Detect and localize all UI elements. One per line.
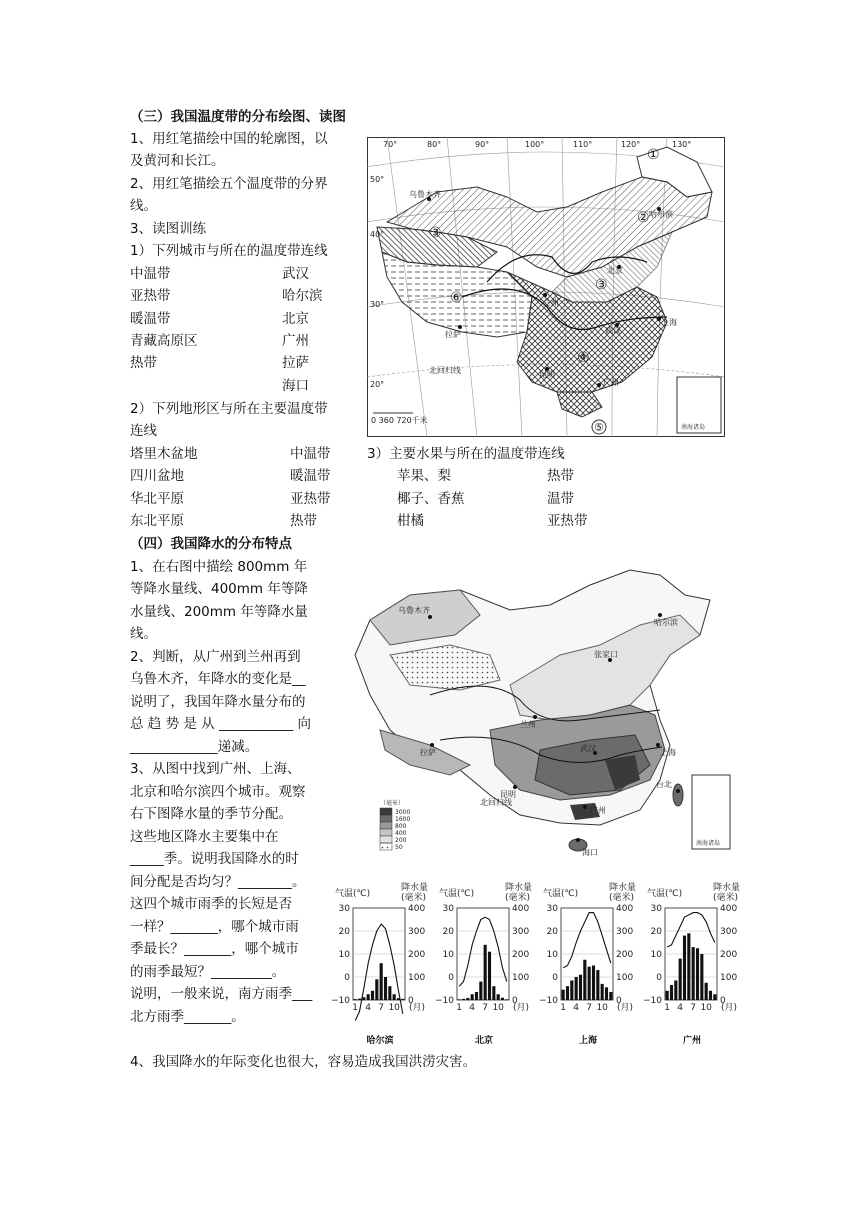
landform-item: 塔里木盆地 [130,446,198,462]
precip-bar [492,986,495,1000]
precip-bar [479,982,482,1000]
sec4-line: 的雨季最短？_________。 [130,964,286,980]
landform-item: 东北平原 [130,513,184,529]
map2-label: 兰州 [520,720,536,729]
month-tick-label: 4 [469,1003,476,1013]
precip-bar [375,979,378,1000]
map1-label: 拉萨 [445,330,461,339]
legend-title: （毫米） [380,800,405,807]
temp-tick-label: −10 [643,996,662,1006]
map2-label: 海口 [582,848,598,857]
precip-bar [683,936,686,1000]
precip-tick-label: 200 [408,950,426,960]
precip-tick-label: 0 [616,996,622,1006]
sec4-line: 间分配是否均匀？________。 [130,874,306,890]
map2-label: 武汉 [580,744,596,753]
task1-line-b: 及黄河和长江。 [130,153,225,169]
month-tick-label: 7 [378,1003,385,1013]
fruit-belt-item: 温带 [547,491,574,507]
precip-bar [466,998,469,1000]
precip-legend [380,799,410,851]
precip-tick-label: 400 [408,904,426,914]
precip-bar [601,984,604,1000]
belt-item: 亚热带 [130,288,171,304]
zone-number: ② [637,210,650,226]
task2-line-a: 2、用红笔描绘五个温度带的分界 [130,176,328,192]
map1-label: 兰州 [543,298,559,307]
temp-axis-label: 气温(℃) [439,889,475,899]
climate-chart-svg [333,880,745,1030]
zone-number: ④ [577,350,590,366]
precip-tick-label: 400 [720,904,738,914]
precip-bar [583,960,586,1000]
climate-caption: 广州 [682,1036,701,1046]
map2-label: 上海 [660,748,676,757]
precip-axis-label: 降水量 [505,883,533,893]
sec4-line: _____季。说明我国降水的时 [130,851,299,867]
landform-belt-item: 热带 [290,513,317,529]
zone-number: ⑤ [594,421,604,434]
task1-line-a: 1、用红笔描绘中国的轮廓图，以 [130,131,328,147]
precip-bar [475,992,478,1000]
month-unit-label: (月) [617,1003,634,1013]
fruit-belt-item: 亚热带 [547,513,588,529]
city-item: 哈尔滨 [282,288,323,304]
precip-bar [384,977,387,1000]
temp-axis-label: 气温(℃) [543,889,579,899]
lon-label: 70° [383,140,398,149]
sec4-line: 季最长？_______，哪个城市 [130,941,299,957]
temp-axis-label: 气温(℃) [335,889,371,899]
precip-bar [371,991,374,1000]
temp-tick-label: 30 [338,904,350,914]
sec4-line: _____________递减。 [130,739,259,755]
climate-caption: 上海 [578,1036,597,1046]
precip-bar [380,963,383,1000]
precip-bar [666,991,669,1000]
section3-heading: （三）我国温度带的分布绘图、读图 [130,109,346,125]
lat-label: 30° [370,300,385,309]
climate-charts [333,880,745,1030]
sec4-line: 3、从图中找到广州、上海、 [130,761,301,777]
precip-bar [700,954,703,1000]
precip-bar [484,945,487,1000]
precip-bar [471,994,474,1000]
precip-axis-label: 降水量 [609,883,637,893]
map2-label: 哈尔滨 [654,618,678,627]
precipitation-map [340,555,730,865]
month-unit-label: (月) [513,1003,530,1013]
precip-bar [362,997,365,1000]
scale-label: 0 360 720千米 [371,416,428,425]
fruit-item: 柑橘 [397,513,424,529]
temp-tick-label: 0 [448,973,454,983]
zone-number: ① [647,147,660,163]
landform-item: 华北平原 [130,491,184,507]
fruit-item: 苹果、梨 [397,468,451,484]
month-unit-label: (月) [409,1003,426,1013]
precip-bar [488,952,491,1000]
task3-title: 3、读图训练 [130,221,207,237]
belt-item: 中温带 [130,266,171,282]
landform-belt-item: 亚热带 [290,491,331,507]
lat-label: 20° [370,380,385,389]
temp-tick-label: 0 [552,973,558,983]
sec4-line: 北方雨季_______。 [130,1009,245,1025]
map1-label: 昆明 [539,370,555,379]
map2-label: 拉萨 [420,748,436,757]
precip-bar [501,998,504,1000]
temp-tick-label: −10 [435,996,454,1006]
temp-tick-label: −10 [539,996,558,1006]
precip-bar [367,994,370,1000]
map1-label: 北回归线 [429,366,461,375]
precip-bar [670,985,673,1000]
temp-tick-label: 20 [650,927,662,937]
precip-bar [570,980,573,1000]
map1-label: 乌鲁木齐 [409,190,441,199]
section4-heading: （四）我国降水的分布特点 [130,536,292,552]
sec4-line: 北京和哈尔滨四个城市。观察 [130,784,306,800]
map2-label: 北回归线 [480,798,512,807]
precip-tick-label: 400 [512,904,530,914]
temp-tick-label: 10 [338,950,350,960]
zone-number: ③ [429,225,442,241]
precip-bar [566,986,569,1000]
temp-tick-label: 0 [656,973,662,983]
temp-tick-label: 0 [344,973,350,983]
sec4-line: 4、我国降水的年际变化也很大，容易造成我国洪涝灾害。 [130,1054,477,1070]
precip-bar [674,980,677,1000]
map2-label: 乌鲁木齐 [398,606,430,615]
month-tick-label: 7 [586,1003,593,1013]
sec4-line: 2、判断，从广州到兰州再到 [130,649,301,665]
sec4-line: 这四个城市雨季的长短是否 [130,896,292,912]
precip-bar [609,992,612,1000]
temp-tick-label: 30 [546,904,558,914]
map1-label: 北京 [607,266,623,275]
zone-number: ③ [595,277,608,293]
city-item: 拉萨 [282,355,309,371]
climate-caption: 北京 [474,1036,493,1046]
sec4-line: 说明了，我国年降水量分布的 [130,694,306,710]
sec4-line: 总 趋 势 是 从 ___________ 向 [130,716,311,732]
lon-label: 120° [621,140,641,149]
precip-bar [709,991,712,1000]
precip-tick-label: 100 [720,973,738,983]
legend-value: 200 [395,837,407,844]
precip-bar [679,959,682,1000]
map2-label: 张家口 [594,650,618,659]
city-item: 海口 [282,378,309,394]
precip-tick-label: 200 [616,950,634,960]
month-tick-label: 10 [492,1003,504,1013]
zone-number: ⑥ [450,290,463,306]
precip-tick-label: 0 [408,996,414,1006]
landform-item: 四川盆地 [130,468,184,484]
map1-label: 武汉 [605,326,621,335]
month-tick-label: 1 [456,1003,463,1013]
temp-tick-label: 10 [546,950,558,960]
precip-bar [354,999,357,1000]
precip-bar [579,975,582,1000]
month-tick-label: 4 [677,1003,684,1013]
task2-line-b: 线。 [130,198,157,214]
precip-tick-label: 0 [512,996,518,1006]
precip-tick-label: 200 [720,950,738,960]
sec4-line: 线。 [130,626,157,642]
lon-label: 100° [525,140,545,149]
sec4-line: 这些地区降水主要集中在 [130,829,279,845]
precip-bar [596,970,599,1000]
month-tick-label: 7 [690,1003,697,1013]
precip-tick-label: 300 [512,927,530,937]
legend-value: 50 [395,844,403,851]
map1-label: 南海诸岛 [681,424,706,431]
city-item: 武汉 [282,266,309,282]
legend-value: 1600 [395,816,411,823]
month-tick-label: 10 [596,1003,608,1013]
precip-tick-label: 400 [616,904,634,914]
landform-belt-item: 暖温带 [290,468,331,484]
sec4-line: 说明，一般来说，南方雨季___ [130,986,313,1002]
precip-axis-unit: (毫米) [609,893,635,903]
legend-value: 400 [395,830,407,837]
sec4-line: 一样？_______，哪个城市雨 [130,919,299,935]
precip-bar [696,948,699,1000]
precip-axis-unit: (毫米) [713,893,739,903]
temp-tick-label: 20 [546,927,558,937]
map2-label: 台北 [656,780,672,789]
precip-axis-unit: (毫米) [401,893,427,903]
precip-tick-label: 100 [616,973,634,983]
temp-tick-label: 30 [442,904,454,914]
precip-bar [692,947,695,1000]
climate-caption: 哈尔滨 [366,1036,394,1046]
temperature-zone-map [367,137,725,437]
temp-tick-label: 30 [650,904,662,914]
precip-tick-label: 0 [720,996,726,1006]
fruit-belt-item: 热带 [547,468,574,484]
map2-label: 昆明 [500,790,516,799]
temp-tick-label: 10 [442,950,454,960]
precip-bar [393,994,396,1000]
month-tick-label: 4 [365,1003,372,1013]
q1-title: 1）下列城市与所在的温度带连线 [130,243,328,259]
map2-label: 南海诸岛 [696,840,721,847]
q2-title-b: 连线 [130,423,157,439]
city-item: 北京 [282,311,309,327]
q3-title: 3）主要水果与所在的温度带连线 [367,446,565,462]
precip-bar [705,983,708,1000]
precip-bar [388,986,391,1000]
lon-label: 90° [475,140,490,149]
month-tick-label: 10 [700,1003,712,1013]
lat-label: 40° [370,230,385,239]
belt-item: 热带 [130,355,157,371]
lon-label: 110° [573,140,593,149]
precip-bar [562,990,565,1000]
precip-tick-label: 200 [512,950,530,960]
month-tick-label: 1 [664,1003,671,1013]
precip-tick-label: 300 [720,927,738,937]
sec4-line: 乌鲁木齐，年降水的变化是__ [130,671,306,687]
temp-tick-label: 10 [650,950,662,960]
legend-value: 3000 [395,809,411,816]
landform-belt-item: 中温带 [290,446,331,462]
map1-label: 广州 [603,378,619,387]
map1-label: 哈尔滨 [649,210,673,219]
precip-bar [687,933,690,1000]
month-tick-label: 7 [482,1003,489,1013]
month-tick-label: 10 [388,1003,400,1013]
precip-bar [605,987,608,1000]
temp-tick-label: 20 [442,927,454,937]
precip-axis-label: 降水量 [713,883,741,893]
sec4-line: 右下图降水量的季节分配。 [130,806,292,822]
precip-bar [462,999,465,1000]
precip-bar [358,999,361,1000]
precip-bar [575,977,578,1000]
legend-value: 800 [395,823,407,830]
precip-tick-label: 300 [616,927,634,937]
temp-axis-label: 气温(℃) [647,889,683,899]
month-unit-label: (月) [721,1003,738,1013]
precip-bar [713,994,716,1000]
precip-axis-label: 降水量 [401,883,429,893]
precip-bar [458,999,461,1000]
lat-label: 50° [370,175,385,184]
precip-tick-label: 300 [408,927,426,937]
month-tick-label: 1 [560,1003,567,1013]
precip-bar [497,994,500,1000]
sec4-line: 1、在右图中描绘 800mm 年 [130,559,308,575]
precip-bar [401,999,404,1000]
fruit-item: 椰子、香蕉 [397,491,465,507]
belt-item: 暖温带 [130,311,171,327]
month-tick-label: 4 [573,1003,580,1013]
precip-bar [592,966,595,1001]
temp-tick-label: 20 [338,927,350,937]
map1-label: 上海 [661,318,677,327]
precip-axis-unit: (毫米) [505,893,531,903]
lon-label: 130° [672,140,692,149]
temp-tick-label: −10 [331,996,350,1006]
sec4-line: 等降水量线、400mm 年等降 [130,581,308,597]
precip-bar [588,967,591,1000]
lon-label: 80° [427,140,442,149]
precip-tick-label: 100 [512,973,530,983]
precip-tick-label: 100 [408,973,426,983]
precip-bar [505,999,508,1000]
sec4-line: 水量线、200mm 年等降水量 [130,604,308,620]
map2-label: 广州 [590,806,606,815]
q2-title-a: 2）下列地形区与所在主要温度带 [130,401,328,417]
city-item: 广州 [282,333,309,349]
month-tick-label: 1 [352,1003,359,1013]
belt-item: 青藏高原区 [130,333,198,349]
